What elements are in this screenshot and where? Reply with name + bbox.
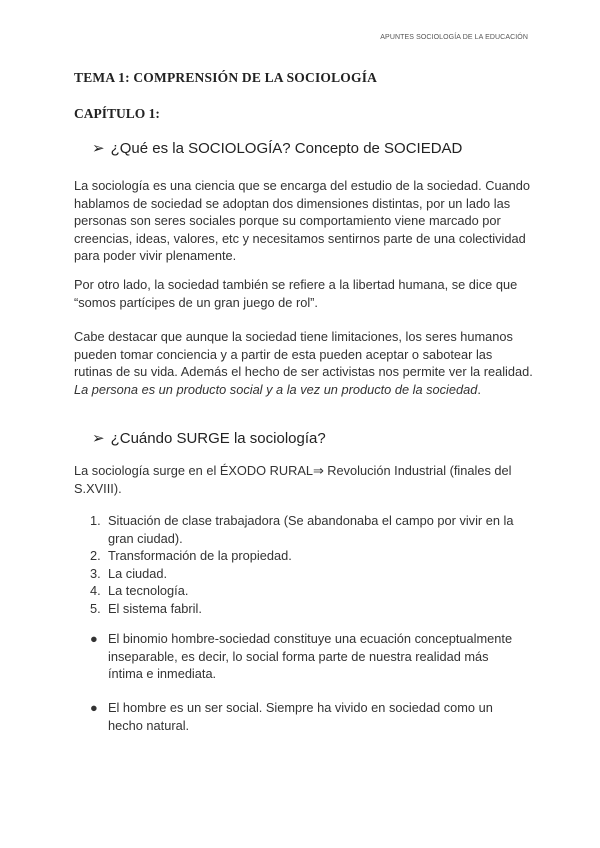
- bullet-item: [74, 699, 524, 734]
- section-heading-1: [92, 139, 462, 157]
- list-item: [74, 565, 524, 583]
- section-heading-text: ¿Cuándo SURGE la sociología?: [110, 430, 326, 447]
- list-item-text: Transformación de la propiedad.: [108, 548, 292, 563]
- bullet-icon: ●: [90, 700, 98, 715]
- list-number: 4.: [90, 583, 101, 598]
- list-item-text: El sistema fabril.: [108, 600, 202, 616]
- list-number: 2.: [90, 548, 101, 563]
- bullet-list-2: [74, 699, 524, 734]
- page-header: APUNTES SOCIOLOGÍA DE LA EDUCACIÓN: [380, 34, 528, 41]
- list-item: [74, 547, 524, 565]
- paragraph-3-italic: La persona es un producto social y a la vez un producto de la sociedad: [74, 381, 478, 397]
- list-item: [74, 582, 524, 600]
- paragraph-3-text: Cabe destacar que aunque la sociedad tiene limitaciones, los seres humanos pueden tomar conciencia y a partir de esta pueden aceptar o sabotear las rutinas de su vida. Además el hecho de ser activistas nos permite ver la realidad.: [74, 329, 533, 379]
- bullet-text: El hombre es un ser social. Siempre ha vivido en sociedad como un hecho natural.: [108, 700, 493, 733]
- arrow-bullet-icon: ➢: [92, 140, 105, 157]
- numbered-list: [74, 512, 524, 617]
- list-item-text: La tecnología.: [108, 583, 189, 598]
- section-heading-2: [92, 429, 326, 447]
- list-item: [74, 512, 524, 547]
- list-item-text: La ciudad.: [108, 565, 168, 581]
- paragraph-1: La sociología es una ciencia que se encarga del estudio de la sociedad. Cuando hablamos de sociedad se adoptan dos dimensiones distintas, por un lado las personas son seres sociales porque su comportamiento viene marcado por creencias, ideas, valores, etc y necesitamos sentirnos parte de una colectividad para poder vivir plenamente.: [74, 178, 531, 263]
- paragraph-2: Por otro lado, la sociedad también se refiere a la libertad humana, se dice que “somos partícipes de un gran juego de rol”.: [74, 277, 518, 310]
- list-number: 3.: [90, 565, 101, 581]
- paragraph-3: [74, 328, 534, 398]
- chapter-heading: CAPÍTULO 1:: [74, 106, 160, 121]
- paragraph-3-end: .: [477, 381, 481, 397]
- list-number: 1.: [90, 513, 101, 528]
- bullet-text: El binomio hombre-sociedad constituye una ecuación conceptualmente inseparable, es decir, lo social forma parte de nuestra realidad más íntima e inmediata.: [108, 631, 513, 681]
- bullet-item: [74, 630, 524, 683]
- list-item-text: Situación de clase trabajadora (Se abandonaba el campo por vivir en la gran ciudad).: [108, 513, 514, 546]
- bullet-list-1: [74, 630, 524, 683]
- bullet-icon: ●: [90, 631, 98, 646]
- intro-paragraph: La sociología surge en el ÉXODO RURAL⇒ Revolución Industrial (finales del S.XVIII).: [74, 463, 512, 496]
- document-title: TEMA 1: COMPRENSIÓN DE LA SOCIOLOGÍA: [74, 70, 378, 85]
- list-item: [74, 600, 524, 618]
- arrow-bullet-icon: ➢: [92, 430, 105, 447]
- list-number: 5.: [90, 600, 101, 616]
- section-heading-text: ¿Qué es la SOCIOLOGÍA? Concepto de SOCIEDAD: [110, 140, 463, 157]
